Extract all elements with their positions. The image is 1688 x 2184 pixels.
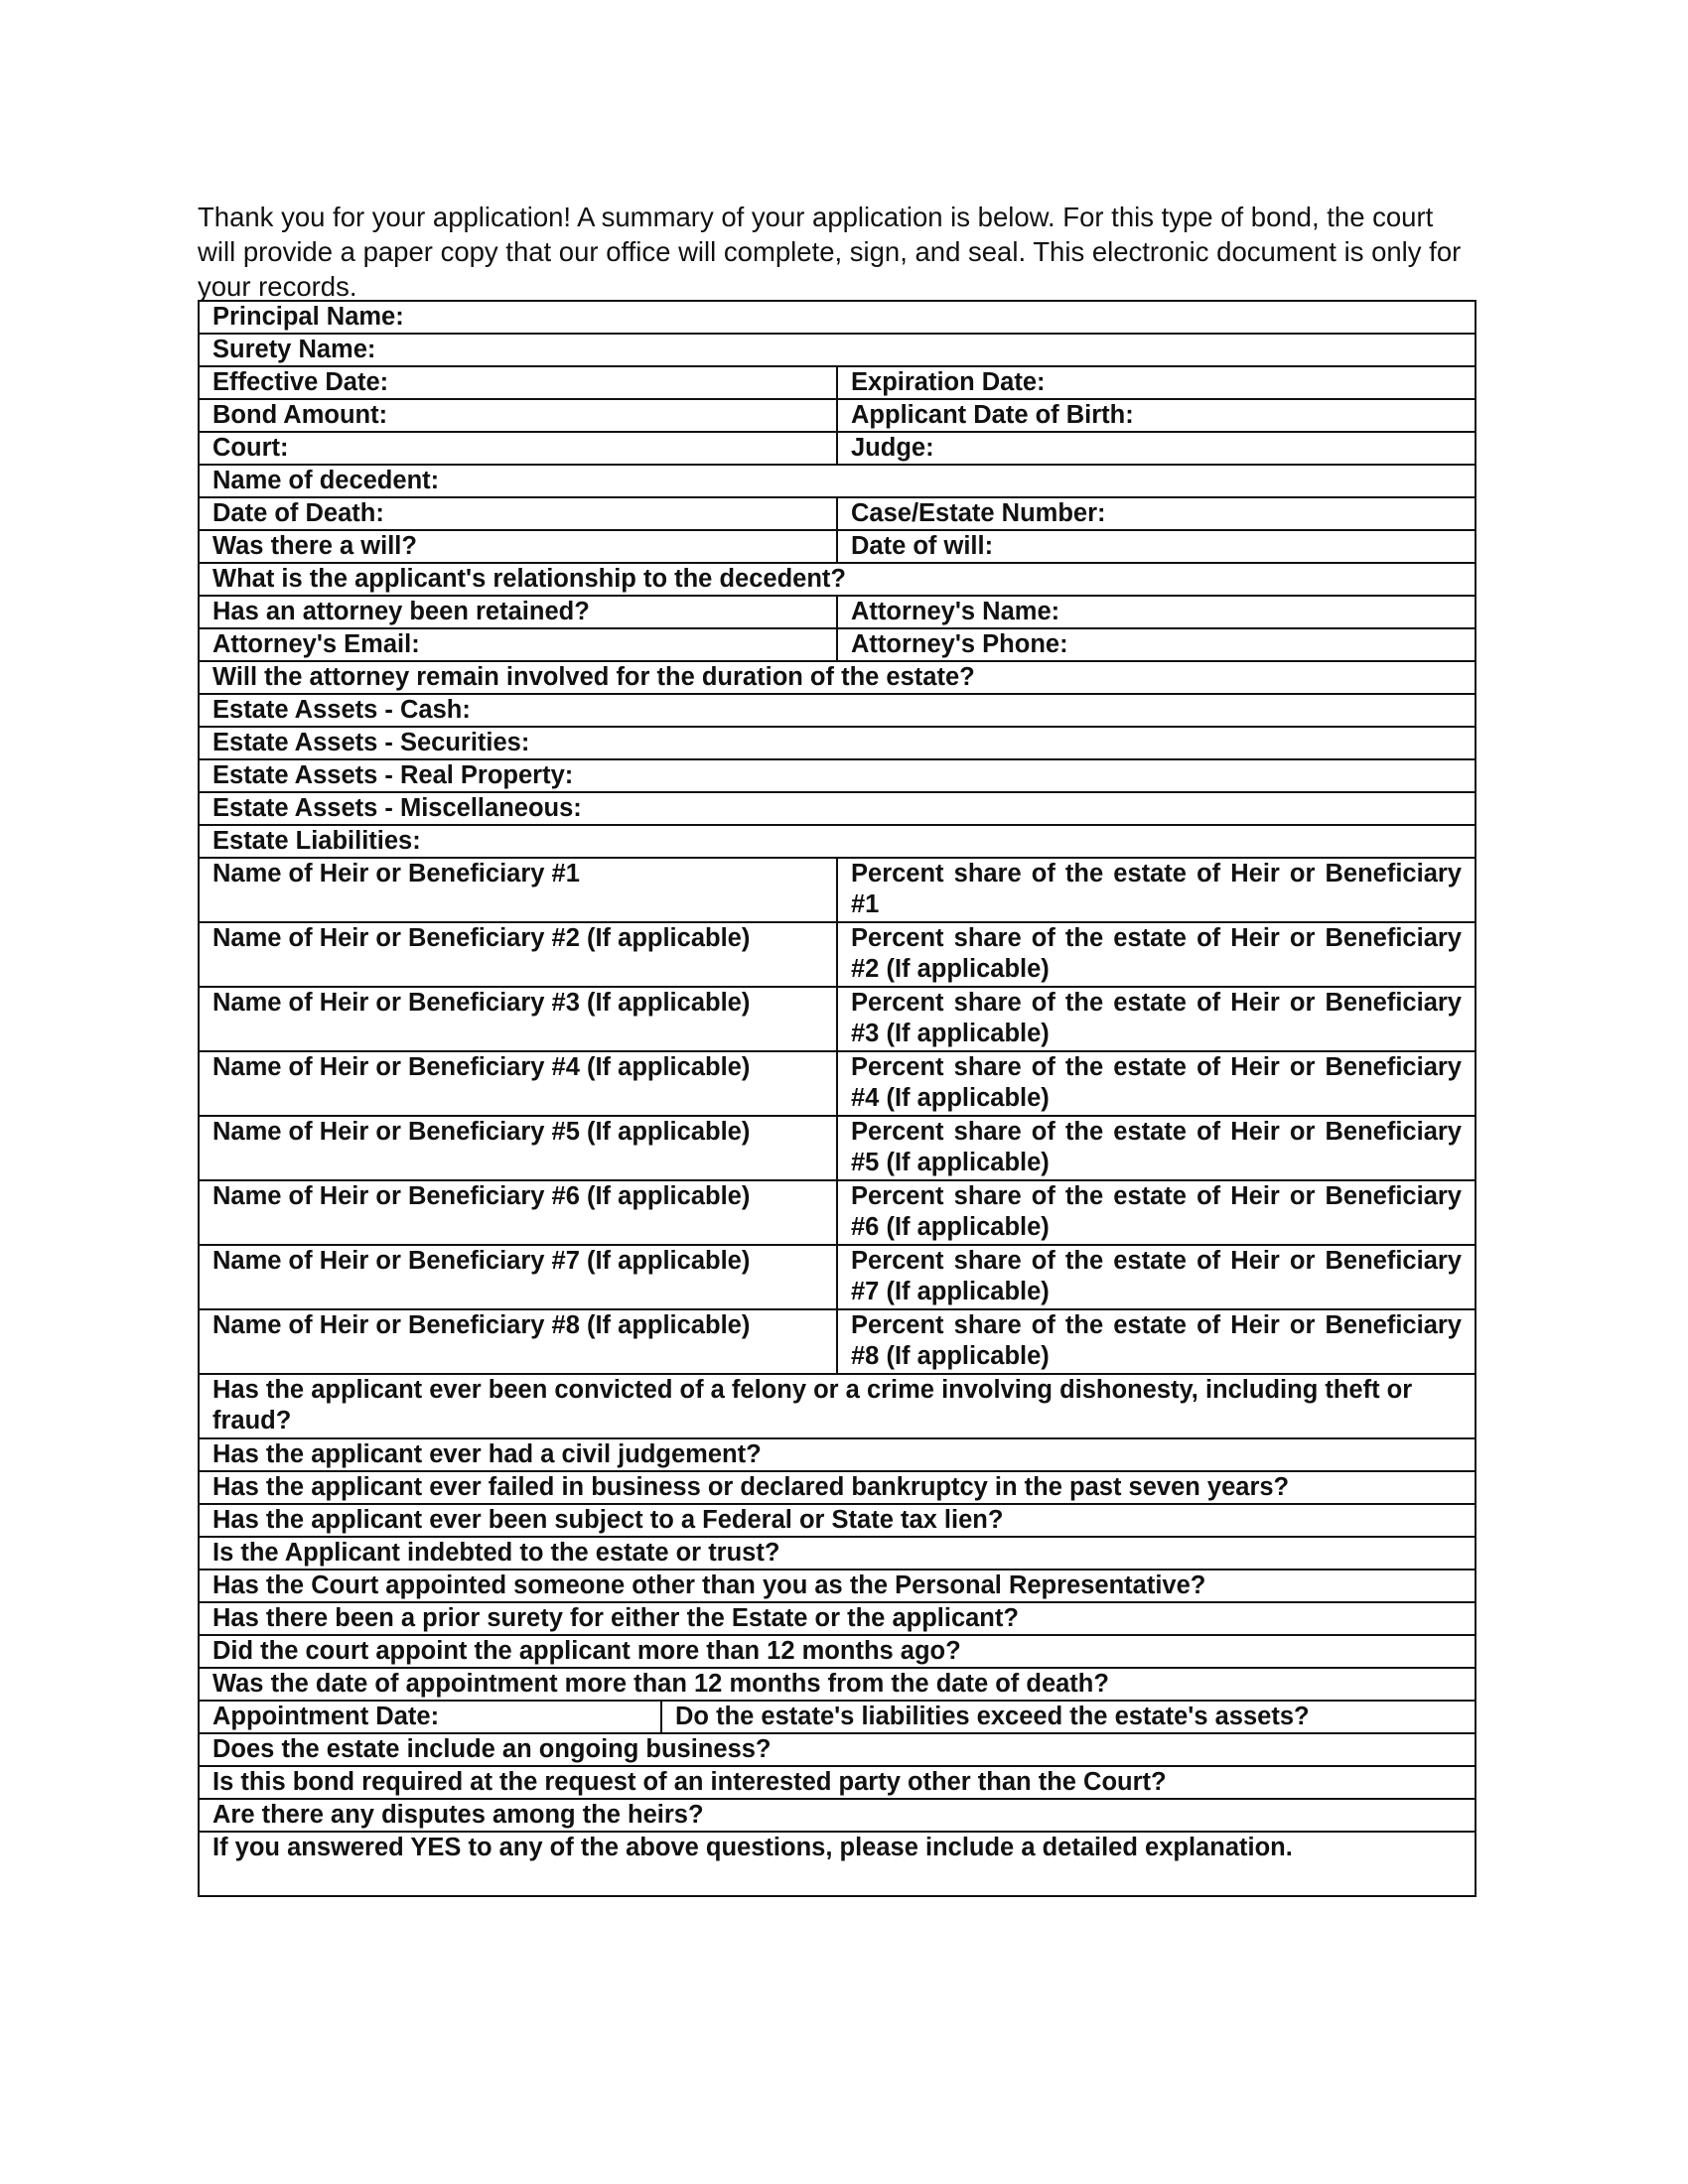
was-there-will-field: Was there a will? — [199, 530, 837, 563]
intro-text: Thank you for your application! A summary of your application is below. For this type of bond, the court will provide a paper copy that our office will complete, sign, and seal. This electronic document is only for your records. — [198, 202, 1462, 302]
indebted-question: Is the Applicant indebted to the estate or trust? — [199, 1537, 1476, 1570]
explanation-field: If you answered YES to any of the above questions, please include a detailed explanation. — [199, 1832, 1476, 1896]
case-number-field: Case/Estate Number: — [837, 497, 1476, 530]
heir-share-field: Percent share of the estate of Heir or Beneficiary #1 — [837, 858, 1476, 922]
expiration-date-field: Expiration Date: — [837, 366, 1476, 399]
principal-name-field: Principal Name: — [199, 301, 1476, 334]
date-of-death-field: Date of Death: — [199, 497, 837, 530]
ongoing-business-question: Does the estate include an ongoing business? — [199, 1733, 1476, 1766]
appointment-after-death-question: Was the date of appointment more than 12 months from the date of death? — [199, 1668, 1476, 1701]
heir-name-field: Name of Heir or Beneficiary #2 (If applicable) — [199, 922, 837, 987]
heir-name-field: Name of Heir or Beneficiary #5 (If applicable) — [199, 1116, 837, 1180]
liabilities-field: Estate Liabilities: — [199, 825, 1476, 858]
effective-date-field: Effective Date: — [199, 366, 837, 399]
tax-lien-question: Has the applicant ever been subject to a Federal or State tax lien? — [199, 1504, 1476, 1537]
other-representative-question: Has the Court appointed someone other than you as the Personal Representative? — [199, 1570, 1476, 1602]
applicant-dob-field: Applicant Date of Birth: — [837, 399, 1476, 432]
court-field: Court: — [199, 432, 837, 465]
bankruptcy-question: Has the applicant ever failed in business or declared bankruptcy in the past seven years? — [199, 1471, 1476, 1504]
assets-real-property-field: Estate Assets - Real Property: — [199, 759, 1476, 792]
disputes-question: Are there any disputes among the heirs? — [199, 1799, 1476, 1832]
assets-misc-field: Estate Assets - Miscellaneous: — [199, 792, 1476, 825]
heir-name-field: Name of Heir or Beneficiary #3 (If applicable) — [199, 987, 837, 1051]
heir-name-field: Name of Heir or Beneficiary #7 (If applicable) — [199, 1245, 837, 1309]
application-summary-table — [198, 300, 1477, 1897]
heir-share-field: Percent share of the estate of Heir or Beneficiary #6 (If applicable) — [837, 1180, 1476, 1245]
heir-share-field: Percent share of the estate of Heir or Beneficiary #4 (If applicable) — [837, 1051, 1476, 1116]
heir-name-field: Name of Heir or Beneficiary #1 — [199, 858, 837, 922]
attorney-email-field: Attorney's Email: — [199, 628, 837, 661]
bond-amount-field: Bond Amount: — [199, 399, 837, 432]
appointment-row — [199, 1701, 1476, 1733]
appointment-date-field: Appointment Date: — [200, 1702, 662, 1732]
felony-question: Has the applicant ever been convicted of a felony or a crime involving dishonesty, including theft or fraud? — [199, 1374, 1476, 1438]
attorney-phone-field: Attorney's Phone: — [837, 628, 1476, 661]
liabilities-exceed-question: Do the estate's liabilities exceed the estate's assets? — [675, 1703, 1310, 1730]
heir-share-field: Percent share of the estate of Heir or Beneficiary #8 (If applicable) — [837, 1309, 1476, 1374]
heir-share-field: Percent share of the estate of Heir or Beneficiary #7 (If applicable) — [837, 1245, 1476, 1309]
heir-share-field: Percent share of the estate of Heir or Beneficiary #5 (If applicable) — [837, 1116, 1476, 1180]
attorney-name-field: Attorney's Name: — [837, 596, 1476, 628]
civil-judgement-question: Has the applicant ever had a civil judgement? — [199, 1438, 1476, 1471]
interested-party-question: Is this bond required at the request of an interested party other than the Court? — [199, 1766, 1476, 1799]
decedent-name-field: Name of decedent: — [199, 465, 1476, 497]
heir-share-field: Percent share of the estate of Heir or Beneficiary #3 (If applicable) — [837, 987, 1476, 1051]
surety-name-field: Surety Name: — [199, 334, 1476, 366]
attorney-retained-field: Has an attorney been retained? — [199, 596, 837, 628]
assets-cash-field: Estate Assets - Cash: — [199, 694, 1476, 727]
attorney-remain-field: Will the attorney remain involved for the duration of the estate? — [199, 661, 1476, 694]
judge-field: Judge: — [837, 432, 1476, 465]
assets-securities-field: Estate Assets - Securities: — [199, 727, 1476, 759]
prior-surety-question: Has there been a prior surety for either the Estate or the applicant? — [199, 1602, 1476, 1635]
relationship-field: What is the applicant's relationship to the decedent? — [199, 563, 1476, 596]
heir-name-field: Name of Heir or Beneficiary #8 (If applicable) — [199, 1309, 837, 1374]
heir-name-field: Name of Heir or Beneficiary #6 (If applicable) — [199, 1180, 837, 1245]
heir-name-field: Name of Heir or Beneficiary #4 (If applicable) — [199, 1051, 837, 1116]
date-of-will-field: Date of will: — [837, 530, 1476, 563]
appointed-12-months-question: Did the court appoint the applicant more than 12 months ago? — [199, 1635, 1476, 1668]
heir-share-field: Percent share of the estate of Heir or Beneficiary #2 (If applicable) — [837, 922, 1476, 987]
